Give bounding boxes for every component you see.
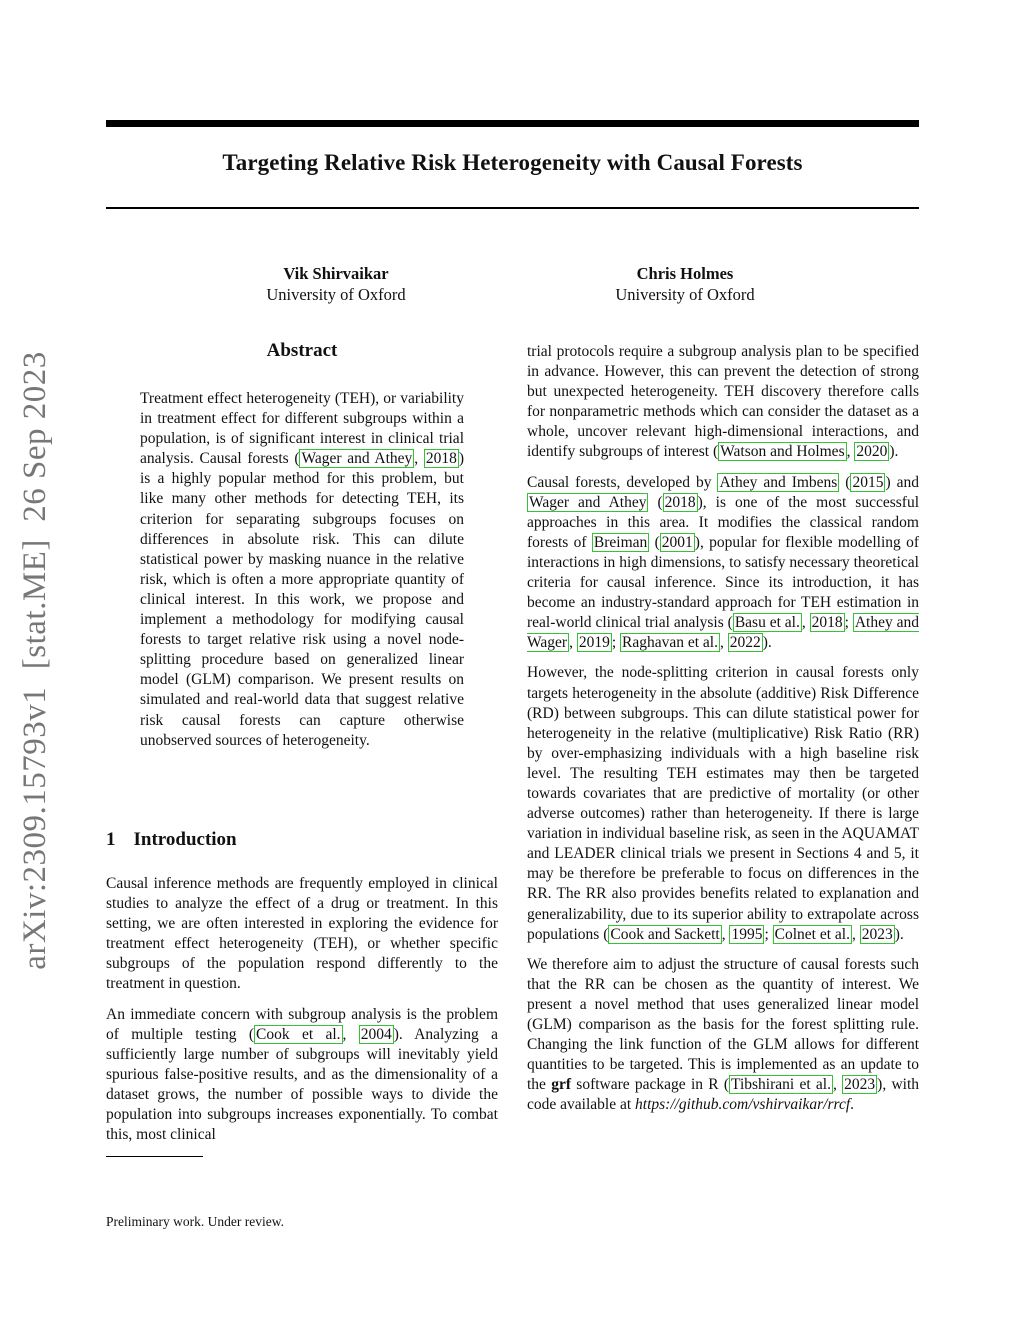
title-top-rule xyxy=(106,120,919,127)
text-run: ). Analyzing a sufficiently large number of subgroups will inevitably yield spurious false-positive results, and as the dimensionality of a dataset grows, the number of possible ways to divide the population into subgroups increases exponentially. To combat this, most clinical xyxy=(106,1025,498,1144)
text-run: , xyxy=(719,634,728,652)
text-run: ). xyxy=(762,634,772,652)
text-run: ( xyxy=(839,473,851,491)
text-run: However, the node-splitting criterion in causal forests only targets heterogeneity in the absolute (additive) Risk Difference (RD) between subgroups. This can dilute statistical power for heterogeneity in the relative (multiplicative) Risk Ratio (RR) by over-emphasizing individuals with a high baseline risk level. The resulting TEH estimates may then be targeted towards covariates that are predictive of mortality (or other adverse outcomes) rather than heterogeneity. If there is large variation in individual baseline risk, as seen in the AQUAMAT and LEADER clinical trials we present in Sections 4 and 5, it may be therefore be preferable to focus on differences in the RR. The RR also provides benefits related to explanation and generalizability, due to its superior ability to extrapolate across populations ( xyxy=(527,664,919,943)
text-run: ). xyxy=(894,925,904,943)
text-run: ( xyxy=(648,493,663,511)
text-run: ; xyxy=(844,614,853,632)
text-run: , xyxy=(569,634,577,652)
paragraph: Causal inference methods are frequently employed in clinical studies to analyze the effect of a drug or treatment. In this setting, we are often interested in exploring the evidence for treatment effect heterogeneity (TEH), or whether specific subgroups of the population respond differently to the treatment in question. xyxy=(106,875,498,993)
text-run: . xyxy=(850,1096,855,1114)
citation-link[interactable]: 2023 xyxy=(861,925,893,943)
text-run: We therefore aim to adjust the structure of causal forests such that the RR can be chosen as the quantity of interest. We present a novel method that uses generalized linear model (GLM) comparison as the basis for the forest splitting rule. Changing the link function of the GLM allows for different quantities to be targeted. This is implemented as an update to the xyxy=(527,955,919,1094)
citation-link[interactable]: Tibshirani et al. xyxy=(731,1076,831,1094)
author-2 xyxy=(535,263,835,305)
citation-link[interactable]: 2001 xyxy=(661,533,693,551)
text-run: , xyxy=(342,1025,359,1043)
citation-link[interactable]: Cook and Sackett xyxy=(610,925,720,943)
citation-link[interactable]: 2020 xyxy=(856,443,888,461)
citation-link[interactable]: 2022 xyxy=(729,634,761,652)
text-run: ) and xyxy=(885,473,919,491)
citation-link[interactable]: 1995 xyxy=(731,925,763,943)
citation-link[interactable]: 2018 xyxy=(664,493,696,511)
section-title: Introduction xyxy=(133,829,237,850)
text-run: ), is one of the most successful approaches in this area. It modifies the classical random forests of xyxy=(527,493,919,551)
author-affiliation: University of Oxford xyxy=(266,285,406,304)
text-run: , xyxy=(801,614,810,632)
right-column-body xyxy=(527,342,919,1125)
text-run: ( xyxy=(649,533,660,551)
abstract-heading: Abstract xyxy=(266,340,338,361)
paper-title: Targeting Relative Risk Heterogeneity with Causal Forests xyxy=(222,150,803,175)
citation-link[interactable]: Wager and Athey xyxy=(301,450,413,468)
text-run: Causal forests, developed by xyxy=(527,473,718,491)
citation-link[interactable]: 2019 xyxy=(578,634,610,652)
citation-link[interactable]: 2015 xyxy=(852,473,884,491)
author-affiliation: University of Oxford xyxy=(615,285,755,304)
code-url-link[interactable]: https://github.com/vshirvaikar/rrcf xyxy=(635,1096,851,1114)
text-run: ), with code available at xyxy=(527,1076,920,1114)
paragraph xyxy=(106,1005,498,1146)
citation-link[interactable]: 2004 xyxy=(360,1025,392,1043)
text-run: An immediate concern with subgroup analysis is the problem of multiple testing ( xyxy=(106,1005,498,1043)
text-run: trial protocols require a subgroup analysis plan to be specified in advance. However, this can prevent the detection of strong but unexpected heterogeneity. TEH discovery therefore calls for nonparametric methods which can consider the dataset as a whole, uncover relevant high-dimensional interactions, and identify subgroups of interest ( xyxy=(527,343,919,461)
text-run: , xyxy=(833,1076,843,1094)
section-number: 1 xyxy=(106,829,116,850)
citation-link[interactable]: Colnet et al. xyxy=(774,925,850,943)
abstract-text xyxy=(140,389,464,751)
citation-link[interactable]: Watson and Holmes xyxy=(720,443,845,461)
section-heading xyxy=(106,829,237,851)
paragraph xyxy=(527,342,919,463)
citation-link[interactable]: Cook et al. xyxy=(256,1025,341,1043)
footnote-rule xyxy=(106,1156,203,1157)
author-1 xyxy=(186,263,486,305)
text-run: , xyxy=(721,925,730,943)
arxiv-id: arXiv:2309.15793v1 [stat.ME] 26 Sep 2023 xyxy=(16,350,53,970)
text-run: software package in R ( xyxy=(571,1076,730,1094)
citation-link[interactable]: Basu et al. xyxy=(734,614,800,632)
author-name: Chris Holmes xyxy=(636,264,734,283)
title-bottom-rule xyxy=(106,207,919,209)
author-name: Vik Shirvaikar xyxy=(283,264,389,283)
text-run: , xyxy=(851,925,860,943)
text-run: ), popular for flexible modelling of interactions in high dimensions, to satisfy necessary theoretical criteria for causal inference. Since its introduction, it has become an industry-standard approach for TEH estimation in real-world clinical trial analysis ( xyxy=(527,533,919,632)
citation-link[interactable]: 2018 xyxy=(425,450,457,468)
left-column-body xyxy=(106,874,498,1155)
text-run: Treatment effect heterogeneity (TEH), or variability in treatment effect for different subgroups within a population, is of significant interest in clinical trial analysis. Causal forests ( xyxy=(140,390,464,468)
text-run: ; xyxy=(764,925,773,943)
text-run: , xyxy=(846,443,855,461)
citation-link[interactable]: Athey and Imbens xyxy=(719,473,838,491)
text-run: , xyxy=(414,450,424,468)
citation-link[interactable]: Breiman xyxy=(593,533,648,551)
footnote: Preliminary work. Under review. xyxy=(106,1214,284,1229)
citation-link[interactable]: 2018 xyxy=(811,614,843,632)
arxiv-stamp xyxy=(0,350,70,970)
package-name: grf xyxy=(551,1076,572,1094)
text-run: ). xyxy=(889,443,899,461)
paragraph xyxy=(527,473,919,654)
citation-link[interactable]: 2023 xyxy=(844,1076,876,1094)
citation-link[interactable]: Wager and Athey xyxy=(529,493,647,511)
text-run: ) is a highly popular method for this problem, but like many other methods for detecting TEH, its criterion for separating subgroups focuses on differences in absolute risk. This can dilute statistical power by masking nuance in the relative risk, which is often a more appropriate quantity of clinical interest. In this work, we propose and implement a methodology for modifying causal forests to target relative risk using a novel node-splitting procedure based on generalized linear model (GLM) comparison. We present results on simulated and real-world data that suggest relative risk causal forests can capture otherwise unobserved sources of heterogeneity. xyxy=(140,450,464,749)
paragraph xyxy=(527,663,919,944)
text-run: ; xyxy=(611,634,620,652)
citation-link[interactable]: Raghavan et al. xyxy=(622,634,718,652)
paragraph xyxy=(527,955,919,1116)
citation-link[interactable]: Athey and Wager xyxy=(527,614,919,652)
